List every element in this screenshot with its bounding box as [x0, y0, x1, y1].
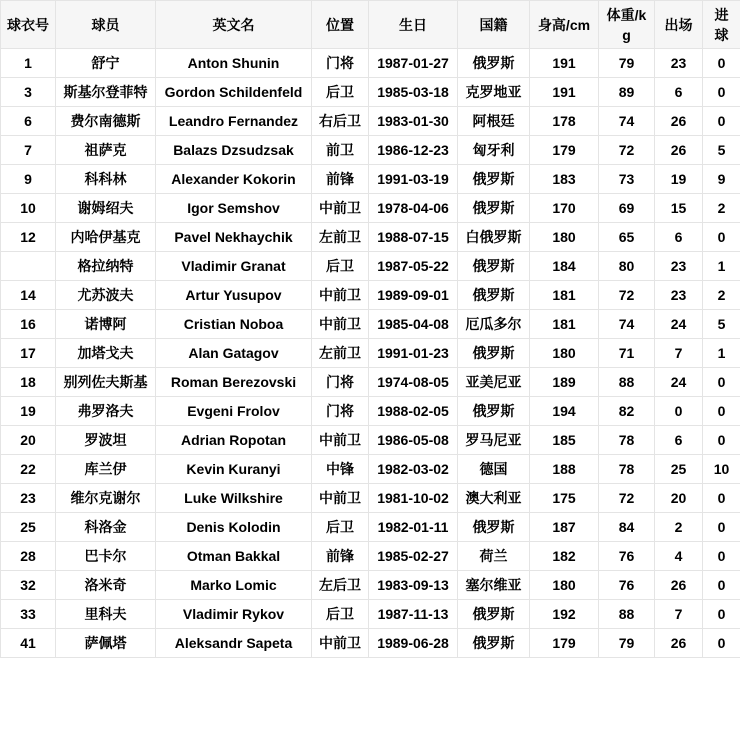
cell-player-name-en: Luke Wilkshire	[156, 484, 312, 513]
cell-jersey-number: 32	[1, 571, 56, 600]
cell-position: 左前卫	[312, 223, 369, 252]
cell-nationality: 克罗地亚	[458, 78, 530, 107]
cell-goals: 10	[703, 455, 740, 484]
cell-height-cm: 175	[530, 484, 599, 513]
cell-goals: 0	[703, 629, 740, 658]
cell-weight-kg: 79	[599, 49, 655, 78]
cell-goals: 0	[703, 78, 740, 107]
cell-player-name-en: Leandro Fernandez	[156, 107, 312, 136]
cell-player-name-cn: 维尔克谢尔	[56, 484, 156, 513]
column-header-nationality: 国籍	[458, 1, 530, 49]
column-header-goals: 进球	[703, 1, 740, 49]
cell-position: 前锋	[312, 165, 369, 194]
cell-jersey-number: 17	[1, 339, 56, 368]
table-row	[1, 513, 740, 542]
cell-player-name-en: Kevin Kuranyi	[156, 455, 312, 484]
cell-player-name-cn: 谢姆绍夫	[56, 194, 156, 223]
cell-jersey-number: 19	[1, 397, 56, 426]
cell-nationality: 罗马尼亚	[458, 426, 530, 455]
cell-jersey-number: 41	[1, 629, 56, 658]
cell-nationality: 白俄罗斯	[458, 223, 530, 252]
cell-jersey-number	[1, 252, 56, 281]
cell-weight-kg: 74	[599, 107, 655, 136]
cell-player-name-en: Anton Shunin	[156, 49, 312, 78]
cell-height-cm: 179	[530, 136, 599, 165]
cell-height-cm: 183	[530, 165, 599, 194]
cell-weight-kg: 71	[599, 339, 655, 368]
cell-appearances: 20	[655, 484, 703, 513]
cell-jersey-number: 20	[1, 426, 56, 455]
cell-position: 中锋	[312, 455, 369, 484]
table-row	[1, 368, 740, 397]
cell-jersey-number: 23	[1, 484, 56, 513]
cell-birthday: 1987-01-27	[369, 49, 458, 78]
cell-player-name-cn: 格拉纳特	[56, 252, 156, 281]
table-row	[1, 310, 740, 339]
cell-goals: 0	[703, 368, 740, 397]
table-row	[1, 571, 740, 600]
cell-height-cm: 181	[530, 310, 599, 339]
cell-appearances: 7	[655, 339, 703, 368]
cell-height-cm: 182	[530, 542, 599, 571]
cell-jersey-number: 18	[1, 368, 56, 397]
column-header-jersey-number: 球衣号	[1, 1, 56, 49]
cell-weight-kg: 72	[599, 484, 655, 513]
cell-goals: 2	[703, 281, 740, 310]
cell-position: 后卫	[312, 78, 369, 107]
table-body	[1, 49, 740, 658]
cell-player-name-cn: 别列佐夫斯基	[56, 368, 156, 397]
table-row	[1, 397, 740, 426]
cell-player-name-en: Balazs Dzsudzsak	[156, 136, 312, 165]
cell-jersey-number: 16	[1, 310, 56, 339]
column-header-player-name-en: 英文名	[156, 1, 312, 49]
cell-player-name-cn: 里科夫	[56, 600, 156, 629]
cell-player-name-en: Roman Berezovski	[156, 368, 312, 397]
table-row	[1, 78, 740, 107]
cell-birthday: 1989-09-01	[369, 281, 458, 310]
table-row	[1, 136, 740, 165]
cell-goals: 0	[703, 223, 740, 252]
cell-appearances: 23	[655, 49, 703, 78]
cell-height-cm: 178	[530, 107, 599, 136]
cell-birthday: 1991-03-19	[369, 165, 458, 194]
cell-player-name-en: Evgeni Frolov	[156, 397, 312, 426]
cell-player-name-en: Vladimir Rykov	[156, 600, 312, 629]
cell-player-name-en: Pavel Nekhaychik	[156, 223, 312, 252]
cell-weight-kg: 89	[599, 78, 655, 107]
table-row	[1, 281, 740, 310]
cell-player-name-en: Artur Yusupov	[156, 281, 312, 310]
table-row	[1, 542, 740, 571]
cell-height-cm: 180	[530, 223, 599, 252]
cell-appearances: 0	[655, 397, 703, 426]
cell-birthday: 1986-12-23	[369, 136, 458, 165]
cell-player-name-en: Alan Gatagov	[156, 339, 312, 368]
cell-position: 中前卫	[312, 629, 369, 658]
cell-position: 后卫	[312, 513, 369, 542]
cell-height-cm: 189	[530, 368, 599, 397]
cell-jersey-number: 6	[1, 107, 56, 136]
cell-height-cm: 180	[530, 571, 599, 600]
cell-birthday: 1991-01-23	[369, 339, 458, 368]
cell-goals: 5	[703, 310, 740, 339]
cell-nationality: 俄罗斯	[458, 600, 530, 629]
cell-player-name-cn: 费尔南德斯	[56, 107, 156, 136]
cell-jersey-number: 3	[1, 78, 56, 107]
cell-appearances: 23	[655, 252, 703, 281]
table-row	[1, 455, 740, 484]
cell-weight-kg: 72	[599, 281, 655, 310]
cell-nationality: 厄瓜多尔	[458, 310, 530, 339]
cell-goals: 0	[703, 600, 740, 629]
cell-birthday: 1988-07-15	[369, 223, 458, 252]
cell-weight-kg: 73	[599, 165, 655, 194]
cell-appearances: 26	[655, 629, 703, 658]
cell-goals: 0	[703, 397, 740, 426]
table-row	[1, 484, 740, 513]
cell-weight-kg: 80	[599, 252, 655, 281]
column-header-player-name-cn: 球员	[56, 1, 156, 49]
cell-player-name-cn: 科科林	[56, 165, 156, 194]
cell-birthday: 1986-05-08	[369, 426, 458, 455]
cell-appearances: 26	[655, 136, 703, 165]
table-row	[1, 426, 740, 455]
cell-player-name-cn: 尤苏波夫	[56, 281, 156, 310]
cell-nationality: 俄罗斯	[458, 49, 530, 78]
cell-height-cm: 191	[530, 78, 599, 107]
cell-birthday: 1978-04-06	[369, 194, 458, 223]
cell-jersey-number: 10	[1, 194, 56, 223]
table-row	[1, 629, 740, 658]
cell-birthday: 1983-09-13	[369, 571, 458, 600]
cell-player-name-cn: 巴卡尔	[56, 542, 156, 571]
table-row	[1, 49, 740, 78]
cell-position: 中前卫	[312, 310, 369, 339]
cell-weight-kg: 78	[599, 426, 655, 455]
cell-nationality: 俄罗斯	[458, 397, 530, 426]
table-row	[1, 107, 740, 136]
cell-weight-kg: 82	[599, 397, 655, 426]
cell-nationality: 俄罗斯	[458, 629, 530, 658]
cell-jersey-number: 28	[1, 542, 56, 571]
cell-jersey-number: 9	[1, 165, 56, 194]
cell-birthday: 1983-01-30	[369, 107, 458, 136]
cell-appearances: 6	[655, 78, 703, 107]
cell-appearances: 26	[655, 571, 703, 600]
cell-weight-kg: 84	[599, 513, 655, 542]
cell-position: 右后卫	[312, 107, 369, 136]
cell-appearances: 6	[655, 223, 703, 252]
cell-appearances: 23	[655, 281, 703, 310]
column-header-height-cm: 身高/cm	[530, 1, 599, 49]
cell-weight-kg: 78	[599, 455, 655, 484]
cell-nationality: 阿根廷	[458, 107, 530, 136]
cell-birthday: 1987-05-22	[369, 252, 458, 281]
cell-player-name-en: Denis Kolodin	[156, 513, 312, 542]
cell-position: 前锋	[312, 542, 369, 571]
cell-nationality: 俄罗斯	[458, 194, 530, 223]
cell-jersey-number: 12	[1, 223, 56, 252]
cell-height-cm: 188	[530, 455, 599, 484]
cell-nationality: 匈牙利	[458, 136, 530, 165]
column-header-birthday: 生日	[369, 1, 458, 49]
cell-nationality: 荷兰	[458, 542, 530, 571]
cell-player-name-cn: 祖萨克	[56, 136, 156, 165]
cell-appearances: 6	[655, 426, 703, 455]
table-row	[1, 339, 740, 368]
cell-goals: 5	[703, 136, 740, 165]
cell-position: 门将	[312, 397, 369, 426]
cell-birthday: 1981-10-02	[369, 484, 458, 513]
cell-nationality: 俄罗斯	[458, 252, 530, 281]
cell-goals: 0	[703, 542, 740, 571]
cell-player-name-en: Cristian Noboa	[156, 310, 312, 339]
cell-goals: 0	[703, 513, 740, 542]
cell-player-name-en: Vladimir Granat	[156, 252, 312, 281]
cell-position: 后卫	[312, 600, 369, 629]
table-row	[1, 252, 740, 281]
cell-jersey-number: 14	[1, 281, 56, 310]
cell-player-name-en: Otman Bakkal	[156, 542, 312, 571]
cell-height-cm: 194	[530, 397, 599, 426]
cell-appearances: 15	[655, 194, 703, 223]
cell-goals: 0	[703, 49, 740, 78]
cell-weight-kg: 76	[599, 542, 655, 571]
cell-player-name-en: Gordon Schildenfeld	[156, 78, 312, 107]
cell-player-name-cn: 内哈伊基克	[56, 223, 156, 252]
cell-weight-kg: 69	[599, 194, 655, 223]
cell-position: 前卫	[312, 136, 369, 165]
cell-position: 中前卫	[312, 426, 369, 455]
cell-player-name-cn: 加塔戈夫	[56, 339, 156, 368]
cell-jersey-number: 1	[1, 49, 56, 78]
cell-nationality: 俄罗斯	[458, 281, 530, 310]
cell-nationality: 俄罗斯	[458, 165, 530, 194]
cell-goals: 2	[703, 194, 740, 223]
cell-birthday: 1985-04-08	[369, 310, 458, 339]
cell-appearances: 7	[655, 600, 703, 629]
cell-appearances: 24	[655, 310, 703, 339]
cell-player-name-cn: 罗波坦	[56, 426, 156, 455]
column-header-position: 位置	[312, 1, 369, 49]
header-row	[1, 1, 740, 49]
cell-appearances: 4	[655, 542, 703, 571]
cell-height-cm: 179	[530, 629, 599, 658]
cell-nationality: 澳大利亚	[458, 484, 530, 513]
cell-nationality: 亚美尼亚	[458, 368, 530, 397]
cell-birthday: 1982-03-02	[369, 455, 458, 484]
cell-nationality: 俄罗斯	[458, 513, 530, 542]
cell-weight-kg: 88	[599, 368, 655, 397]
cell-weight-kg: 88	[599, 600, 655, 629]
cell-weight-kg: 74	[599, 310, 655, 339]
cell-birthday: 1982-01-11	[369, 513, 458, 542]
cell-appearances: 25	[655, 455, 703, 484]
cell-height-cm: 184	[530, 252, 599, 281]
table-header	[1, 1, 740, 49]
cell-jersey-number: 7	[1, 136, 56, 165]
cell-position: 门将	[312, 49, 369, 78]
cell-position: 中前卫	[312, 281, 369, 310]
cell-birthday: 1985-03-18	[369, 78, 458, 107]
cell-goals: 0	[703, 107, 740, 136]
cell-birthday: 1985-02-27	[369, 542, 458, 571]
cell-position: 后卫	[312, 252, 369, 281]
cell-birthday: 1988-02-05	[369, 397, 458, 426]
cell-appearances: 19	[655, 165, 703, 194]
cell-player-name-cn: 萨佩塔	[56, 629, 156, 658]
cell-nationality: 俄罗斯	[458, 339, 530, 368]
cell-player-name-cn: 诺博阿	[56, 310, 156, 339]
cell-weight-kg: 65	[599, 223, 655, 252]
cell-player-name-cn: 库兰伊	[56, 455, 156, 484]
cell-nationality: 塞尔维亚	[458, 571, 530, 600]
cell-goals: 9	[703, 165, 740, 194]
table-row	[1, 223, 740, 252]
cell-height-cm: 185	[530, 426, 599, 455]
cell-height-cm: 191	[530, 49, 599, 78]
cell-position: 中前卫	[312, 484, 369, 513]
cell-player-name-cn: 舒宁	[56, 49, 156, 78]
cell-appearances: 24	[655, 368, 703, 397]
cell-height-cm: 170	[530, 194, 599, 223]
cell-height-cm: 181	[530, 281, 599, 310]
cell-player-name-en: Marko Lomic	[156, 571, 312, 600]
cell-position: 左后卫	[312, 571, 369, 600]
cell-player-name-en: Aleksandr Sapeta	[156, 629, 312, 658]
cell-height-cm: 180	[530, 339, 599, 368]
table-row	[1, 600, 740, 629]
cell-weight-kg: 72	[599, 136, 655, 165]
cell-nationality: 德国	[458, 455, 530, 484]
cell-position: 左前卫	[312, 339, 369, 368]
cell-goals: 0	[703, 571, 740, 600]
cell-appearances: 26	[655, 107, 703, 136]
cell-jersey-number: 22	[1, 455, 56, 484]
cell-birthday: 1987-11-13	[369, 600, 458, 629]
cell-player-name-cn: 弗罗洛夫	[56, 397, 156, 426]
cell-player-name-cn: 科洛金	[56, 513, 156, 542]
cell-goals: 0	[703, 426, 740, 455]
cell-weight-kg: 79	[599, 629, 655, 658]
cell-height-cm: 192	[530, 600, 599, 629]
cell-player-name-en: Igor Semshov	[156, 194, 312, 223]
cell-birthday: 1974-08-05	[369, 368, 458, 397]
cell-position: 中前卫	[312, 194, 369, 223]
cell-goals: 1	[703, 339, 740, 368]
cell-goals: 1	[703, 252, 740, 281]
cell-appearances: 2	[655, 513, 703, 542]
cell-jersey-number: 25	[1, 513, 56, 542]
cell-player-name-en: Adrian Ropotan	[156, 426, 312, 455]
cell-birthday: 1989-06-28	[369, 629, 458, 658]
table-row	[1, 165, 740, 194]
cell-height-cm: 187	[530, 513, 599, 542]
cell-goals: 0	[703, 484, 740, 513]
column-header-weight-kg: 体重/kg	[599, 1, 655, 49]
cell-jersey-number: 33	[1, 600, 56, 629]
column-header-appearances: 出场	[655, 1, 703, 49]
cell-weight-kg: 76	[599, 571, 655, 600]
cell-position: 门将	[312, 368, 369, 397]
cell-player-name-en: Alexander Kokorin	[156, 165, 312, 194]
cell-player-name-cn: 洛米奇	[56, 571, 156, 600]
cell-player-name-cn: 斯基尔登菲特	[56, 78, 156, 107]
table-row	[1, 194, 740, 223]
